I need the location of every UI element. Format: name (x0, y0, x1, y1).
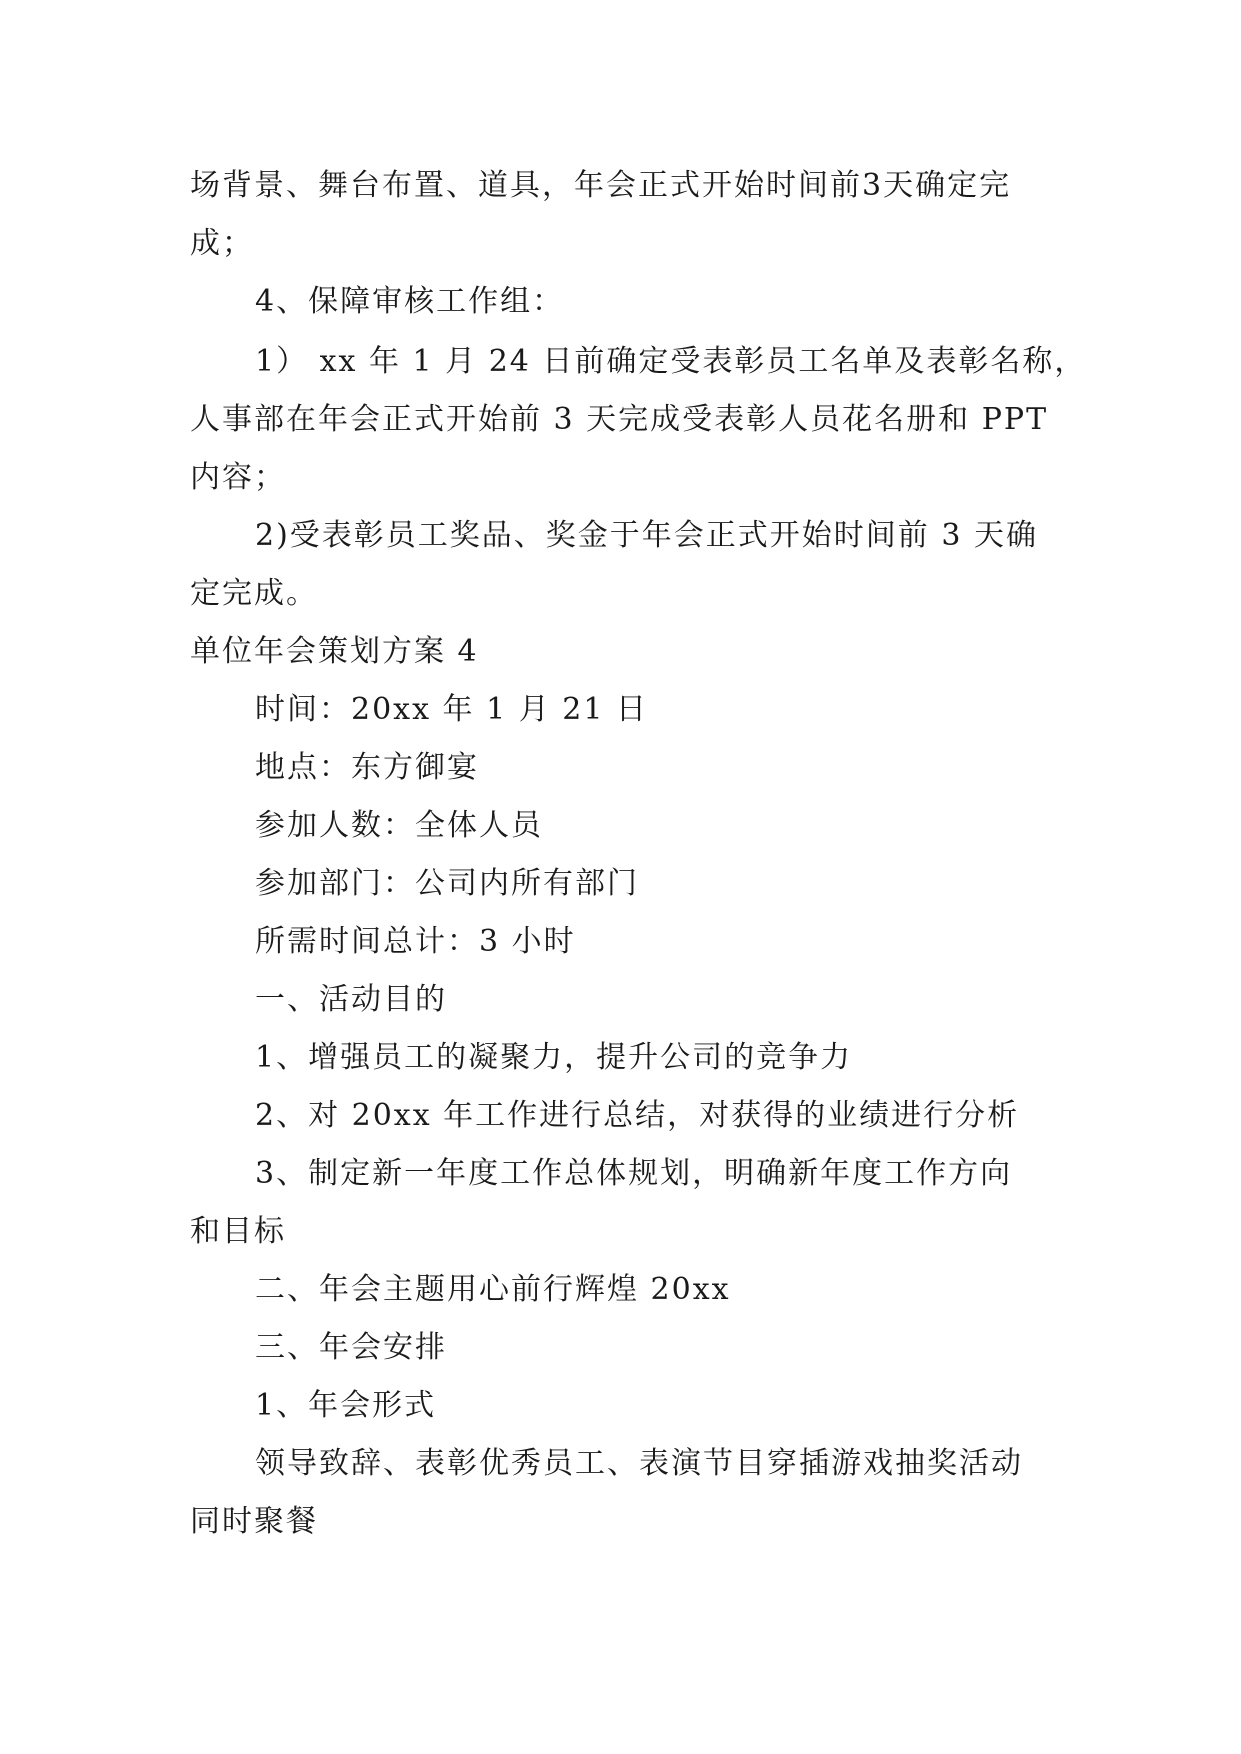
list-item: 1、增强员工的凝聚力，提升公司的竞争力 (255, 1040, 853, 1075)
section-heading: 一、活动目的 (255, 982, 447, 1017)
document-title: 单位年会策划方案 4 (190, 634, 479, 669)
info-line: 地点：东方御宴 (255, 750, 479, 785)
paragraph-line: 领导致辞、表彰优秀员工、表演节目穿插游戏抽奖活动 (255, 1446, 1023, 1481)
paragraph-line: 2)受表彰员工奖品、奖金于年会正式开始时间前 3 天确 (255, 518, 1038, 553)
section-heading: 三、年会安排 (255, 1330, 447, 1365)
list-item-continuation: 和目标 (190, 1214, 286, 1249)
subsection-heading: 1、年会形式 (255, 1388, 437, 1423)
paragraph-line: 人事部在年会正式开始前 3 天完成受表彰人员花名册和 PPT (190, 402, 1049, 437)
paragraph-line: 场背景、舞台布置、道具，年会正式开始时间前3天确定完 (190, 168, 1012, 203)
info-line: 参加人数：全体人员 (255, 808, 543, 843)
paragraph-line: 1） xx 年 1 月 24 日前确定受表彰员工名单及表彰名称， (255, 344, 1087, 379)
list-item: 3、制定新一年度工作总体规划，明确新年度工作方向 (255, 1156, 1013, 1191)
section-heading: 4、保障审核工作组： (255, 284, 565, 319)
paragraph-line: 成； (190, 226, 254, 261)
section-heading: 二、年会主题用心前行辉煌 20xx (255, 1272, 731, 1307)
paragraph-line: 内容； (190, 460, 286, 495)
list-item: 2、对 20xx 年工作进行总结，对获得的业绩进行分析 (255, 1098, 1020, 1133)
info-line: 所需时间总计：3 小时 (255, 924, 576, 959)
info-line: 参加部门：公司内所有部门 (255, 866, 639, 901)
paragraph-line: 定完成。 (190, 576, 318, 611)
paragraph-line: 同时聚餐 (190, 1504, 318, 1539)
info-line: 时间：20xx 年 1 月 21 日 (255, 692, 648, 727)
